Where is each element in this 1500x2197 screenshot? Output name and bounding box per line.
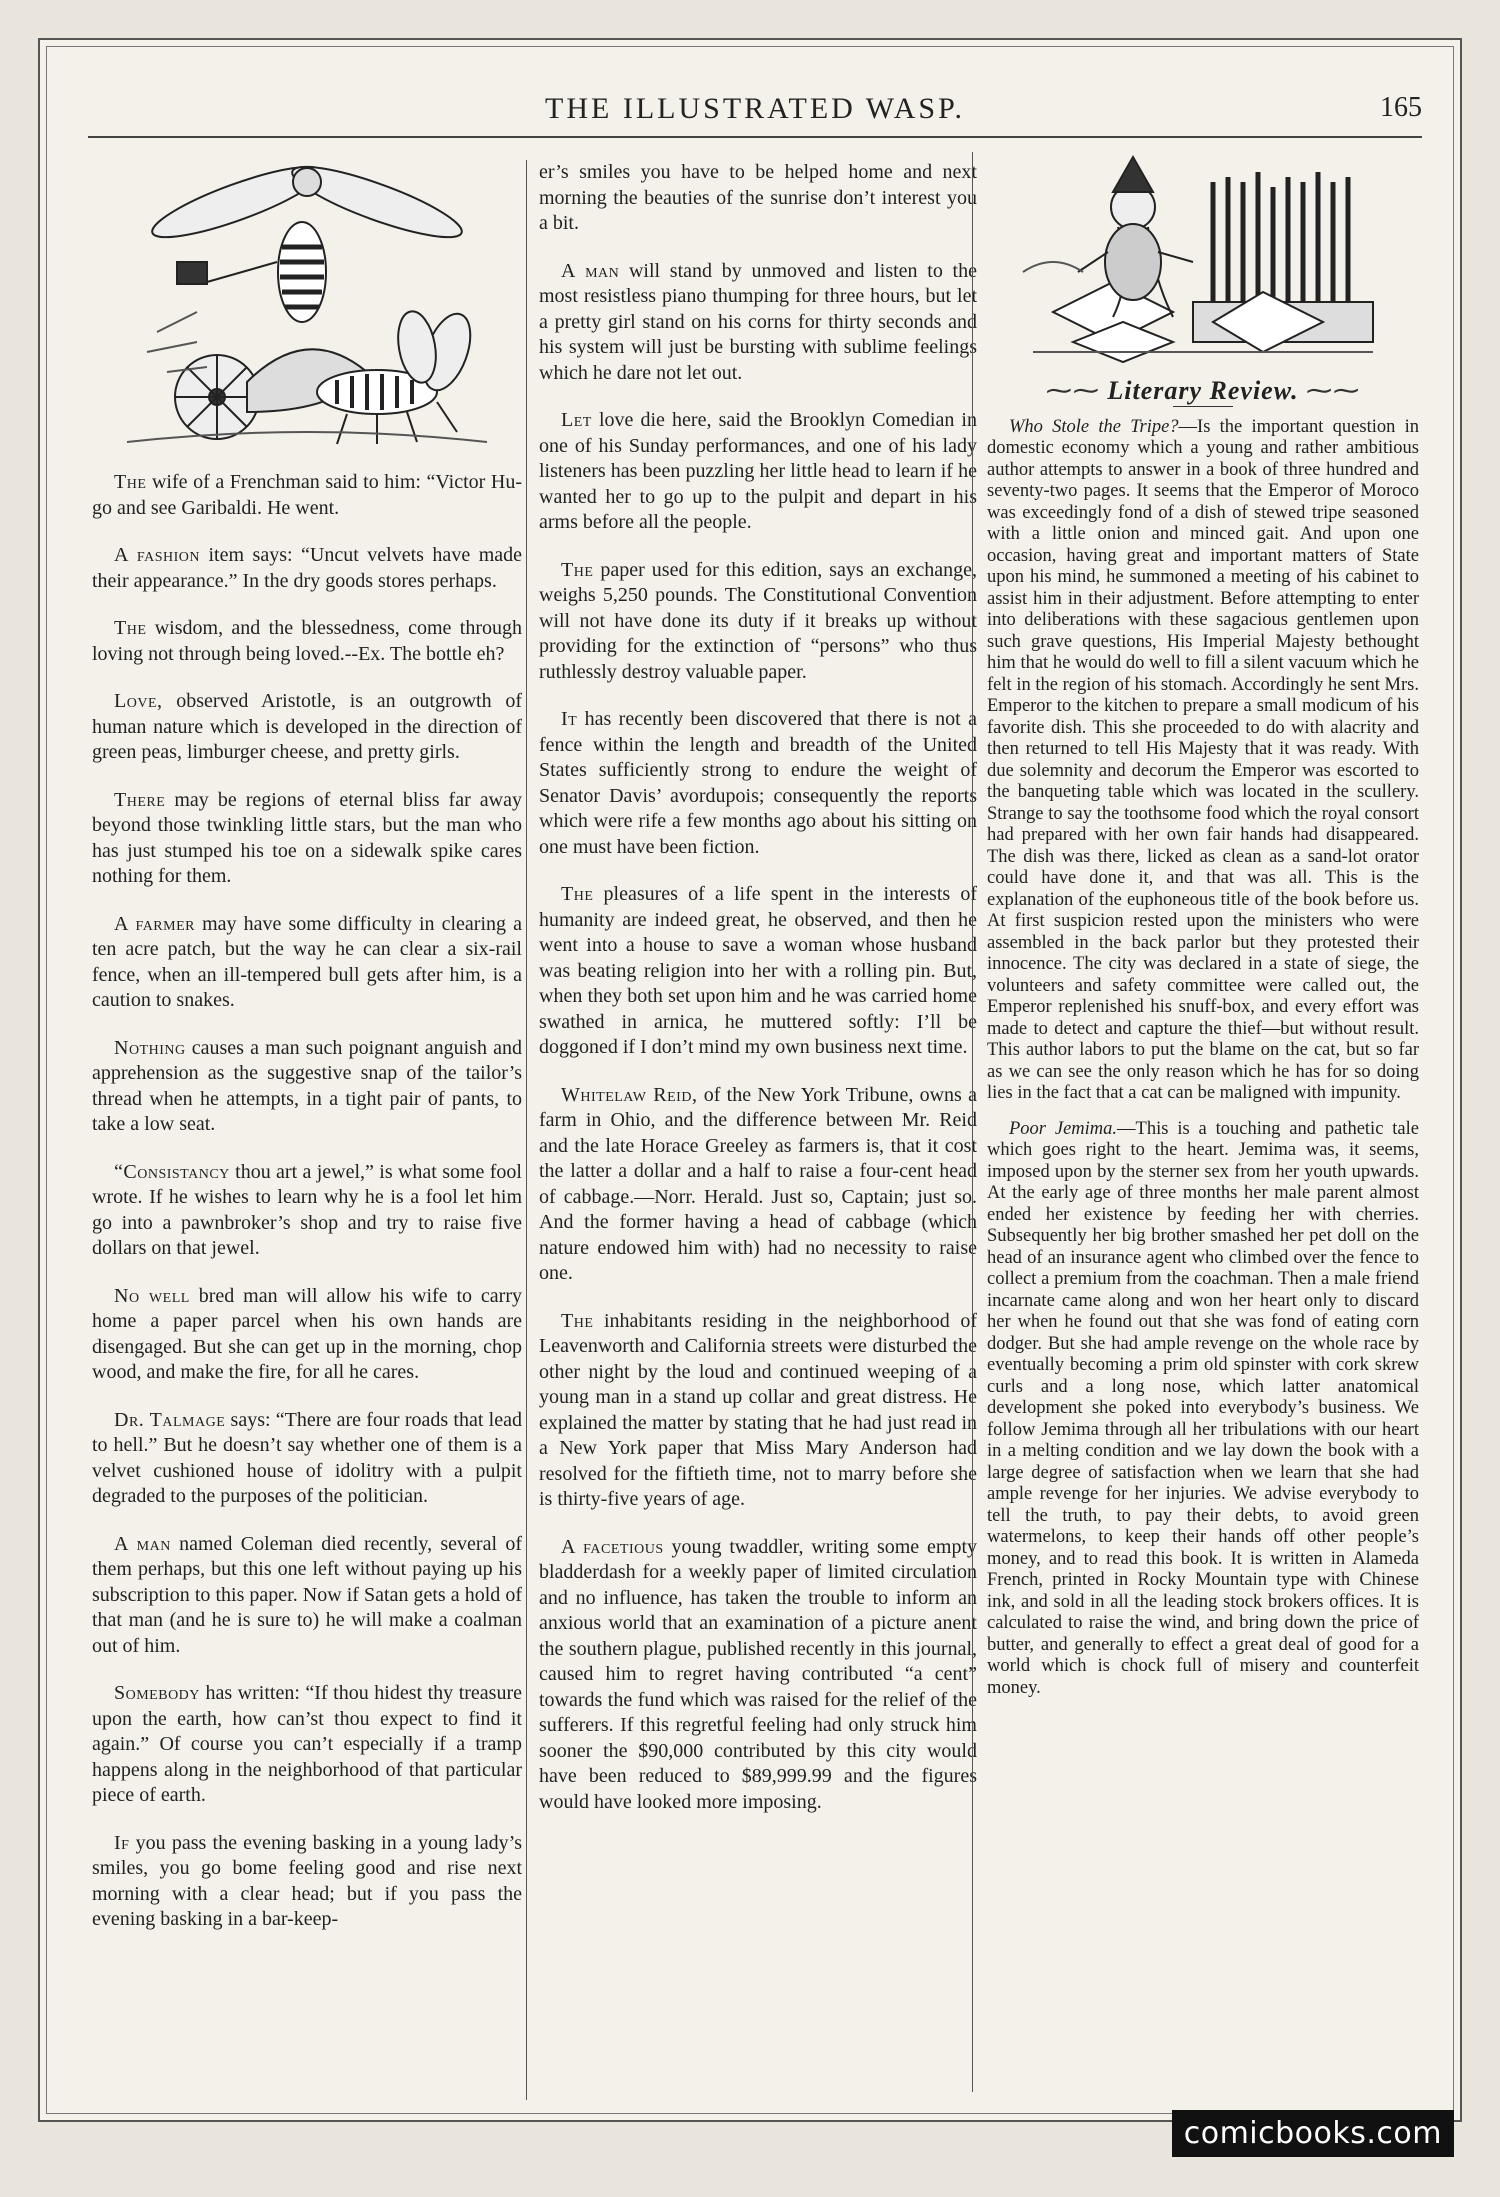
article-paragraph: No well bred man will allow his wife to carry home a paper parcel when his own hands are disengaged. But she can get up in the morning, chop wood, and make the fire, for all he cares. bbox=[92, 1284, 522, 1383]
col1-articles bbox=[92, 470, 522, 1933]
article-paragraph: The wife of a Frenchman said to him: “Victor Hu-go and see Garibaldi. He went. bbox=[92, 471, 522, 519]
article-paragraph: The wisdom, and the blessedness, come through loving not through being loved.--Ex. The bottle eh? bbox=[92, 617, 522, 665]
review-paragraph: Who Stole the Tripe?—Is the important question in domestic economy which a young and rather ambitious author attempts to answer in a book of three hundred and seventy-two pages. It seems that the Emperor of Moroco was exceedingly fond of a dish of stewed tripe seasoned with a little onion and minced gait. And upon one occasion, having great and important matters of State upon his mind, he summoned a meeting of his cabinet to assist him in their adjustment. Before attempting to enter into deliberations with these sagacious gentlemen upon such grave questions, His Imperial Majesty bethought him that he would do well to fill a silent vacuum which he felt in the region of his stomach. Accordingly he sent Mrs. Emperor to the kitchen to prepare a small modicum of his favorite dish. This she proceeded to do with alacrity and then returned to tell His Majesty that it was ready. With due solemnity and decorum the Emperor was escorted to the banqueting table which was located in the scullery. Strange to say the toothsome food which the royal consort had prepared with her own fair hands had disappeared. The dish was there, licked as clean as a sand-lot orator could have done it, and that was all. This is the explanation of the euphoneous title of the book before us. At first suspicion rested upon the ministers who were assembled in the back parlor but they protested their innocence. The city was declared in a state of siege, the volunteers and safety committee were called out, the Emperor replenished his snuff-box, and every effort was made to detect and capture the thief—but without result. This author labors to put the blame on the cat, but so far as we can see the only reason which he has for so doing lies in the fact that a cat can be maligned with impunity. bbox=[987, 416, 1419, 1103]
article-paragraph: It has recently been discovered that there is not a fence within the length and breadth of the United States sufficiently strong to endure the weight of Senator Davis’ avordupois; consequently the reports which were rife a few months ago about his sitting on one must have been fiction. bbox=[539, 708, 977, 858]
page-number: 165 bbox=[1380, 92, 1422, 123]
wasp-chariot-illustration bbox=[117, 152, 497, 452]
article-paragraph: The inhabitants residing in the neighborhood of Leavenworth and California streets were disturbed the other night by the loud and continued weeping of a young man in a stand up collar and great distress. He explained the matter by stating that he had just read in a New York paper that Miss Mary Anderson had resolved for the fiftieth time, not to marry before she is thirty-five years of age. bbox=[539, 1309, 977, 1510]
article-paragraph: A farmer may have some difficulty in clearing a ten acre patch, but the way he can clear a six-rail fence, when an ill-tempered bull gets after him, is a caution to snakes. bbox=[92, 912, 522, 1011]
column-2 bbox=[526, 160, 977, 2100]
article-paragraph: A facetious young twaddler, writing some empty bladderdash for a weekly paper of limited circulation and no influence, has taken the trouble to inform an anxious world that an examination of a picture anent the southern plague, published recently in this journal, caused him to regret having contributed “a cent” towards the fund which was raised for the relief of the sufferers. If this regretful feeling had only struck him sooner the $90,000 contributed by this city would have been reduced to $89,999.99 and the figures would have looked more imposing. bbox=[539, 1535, 977, 1813]
article-paragraph: “Consistancy thou art a jewel,” is what some fool wrote. If he wishes to learn why he is a fool let him go into a pawnbroker’s shop and try to raise five dollars on that jewel. bbox=[92, 1160, 522, 1259]
article-paragraph: There may be regions of eternal bliss far away beyond those twinkling little stars, but the man who has just stumped his toe on a sidewalk spike cares nothing for them. bbox=[92, 788, 522, 887]
article-paragraph: Nothing causes a man such poignant anguish and apprehension as the suggestive snap of the tailor’s thread when he attempts, in a tight pair of pants, to take a low seat. bbox=[92, 1036, 522, 1135]
article-paragraph: Dr. Talmage says: “There are four roads that lead to hell.” But he doesn’t say whether one of them is a velvet cushioned house of idolitry with a pulpit degraded to the purposes of the politician. bbox=[92, 1408, 522, 1507]
column-3 bbox=[972, 152, 1419, 2092]
article-paragraph: The paper used for this edition, says an exchange, weighs 5,250 pounds. The Constitutional Convention will not have done its duty if it breaks up without providing for the extinction of “persons” who thus ruthlessly destroy valuable paper. bbox=[539, 558, 977, 683]
right-swash-ornament: ⁓⁓ bbox=[1306, 376, 1361, 405]
watermark-logo: comicbooks.com bbox=[1172, 2110, 1454, 2157]
review-paragraph: Poor Jemima.—This is a touching and pathetic tale which goes right to the heart. Jemima was, it seems, imposed upon by the sterner sex from her youth upwards. At the early age of three months her male parent almost ended her existence by feeding her with cherries. Subsequently her big brother smashed her pet doll on the head of an insurance agent who climbed over the fence to collect a premium from the coachman. Then a male friend incarnate came along and won her heart only to discard her when he found out that she was fond of eating corn dodger. But she had ample revenge on the whole race by eventually becoming a prim old spinster with cork skrew curls and a long nose, which latter anatomical development she poked into everybody’s business. We follow Jemima through all her tribulations with our heart in a melting condition and we lay down the book with a large degree of satisfaction when we learn that she had ample revenge for her injuries. We advise everybody to tell the truth, to pay their debts, to avoid green watermelons, to keep their hands off other people’s money, and to read this book. It is written in Alameda French, printed in Rocky Mountain type with Chinese ink, and sold in all the leading stock brokers offices. It is calculated to raise the wind, and bring down the price of butter, and generally to effect a great deal of good for a world which is chock full of misery and counterfeit money. bbox=[987, 1118, 1419, 1698]
article-paragraph: If you pass the evening basking in a young lady’s smiles, you go bome feeling good and rise next morning with a clear head; but if you pass the evening basking in a bar-keep- bbox=[92, 1831, 522, 1930]
article-paragraph: er’s smiles you have to be helped home and next morning the beauties of the sunrise don’t interest you a bit. bbox=[539, 161, 977, 234]
literary-review-heading: ⁓⁓ Literary Review. ⁓⁓ bbox=[1045, 376, 1361, 405]
article-paragraph: Let love die here, said the Brooklyn Comedian in one of his Sunday performances, and one of his lady listeners has been puzzling her little head to learn if he wanted her to go up to the pulpit and depart in his arms before all the people. bbox=[539, 409, 977, 533]
article-paragraph: A man named Coleman died recently, several of them perhaps, but this one left without paying up his subscription to this paper. Now if Satan gets a hold of that man (and he is sure to) he will make a coalman out of him. bbox=[92, 1532, 522, 1657]
article-paragraph: Whitelaw Reid, of the New York Tribune, owns a farm in Ohio, and the difference between Mr. Reid and the late Horace Greeley as farmers is, that it cost the latter a dollar and a half to raise a four-cent head of cabbage.—Norr. Herald. Just so, Captain; just so. And the former having a head of cabbage (which nature endowed him with) had no necessity to raise one. bbox=[539, 1083, 977, 1284]
article-paragraph: A man will stand by unmoved and listen to the most resistless piano thumping for three hours, but let a pretty girl stand on his corns for thirty seconds and his system will just be bursting with sublime feelings which he dare not let out. bbox=[539, 259, 977, 384]
masthead-title: THE ILLUSTRATED WASP. bbox=[545, 92, 965, 125]
article-paragraph: Love, observed Aristotle, is an outgrowth of human nature which is developed in the direction of green peas, limburger cheese, and pretty girls. bbox=[92, 690, 522, 763]
gnome-reading-books-illustration bbox=[1013, 152, 1393, 372]
left-swash-ornament: ⁓⁓ bbox=[1045, 376, 1100, 405]
article-paragraph: The pleasures of a life spent in the interests of humanity are indeed great, he observed, and then he went into a house to save a woman whose husband was beating religion into her with a rolling pin. But, when they both set upon him and he was carried home swathed in arnica, he muttered softly: I’ll be doggoned if I don’t mind my own business next time. bbox=[539, 883, 977, 1058]
page-header bbox=[88, 86, 1422, 138]
article-paragraph: Somebody has written: “If thou hidest thy treasure upon the earth, how can’st thou expect to find it again.” Of course you can’t especially if a tramp happens along in the neighborhood of that particular piece of earth. bbox=[92, 1682, 522, 1806]
column-1 bbox=[92, 152, 522, 2092]
article-paragraph: A fashion item says: “Uncut velvets have made their appearance.” In the dry goods stores perhaps. bbox=[92, 544, 522, 592]
heading-rule bbox=[1173, 406, 1233, 407]
